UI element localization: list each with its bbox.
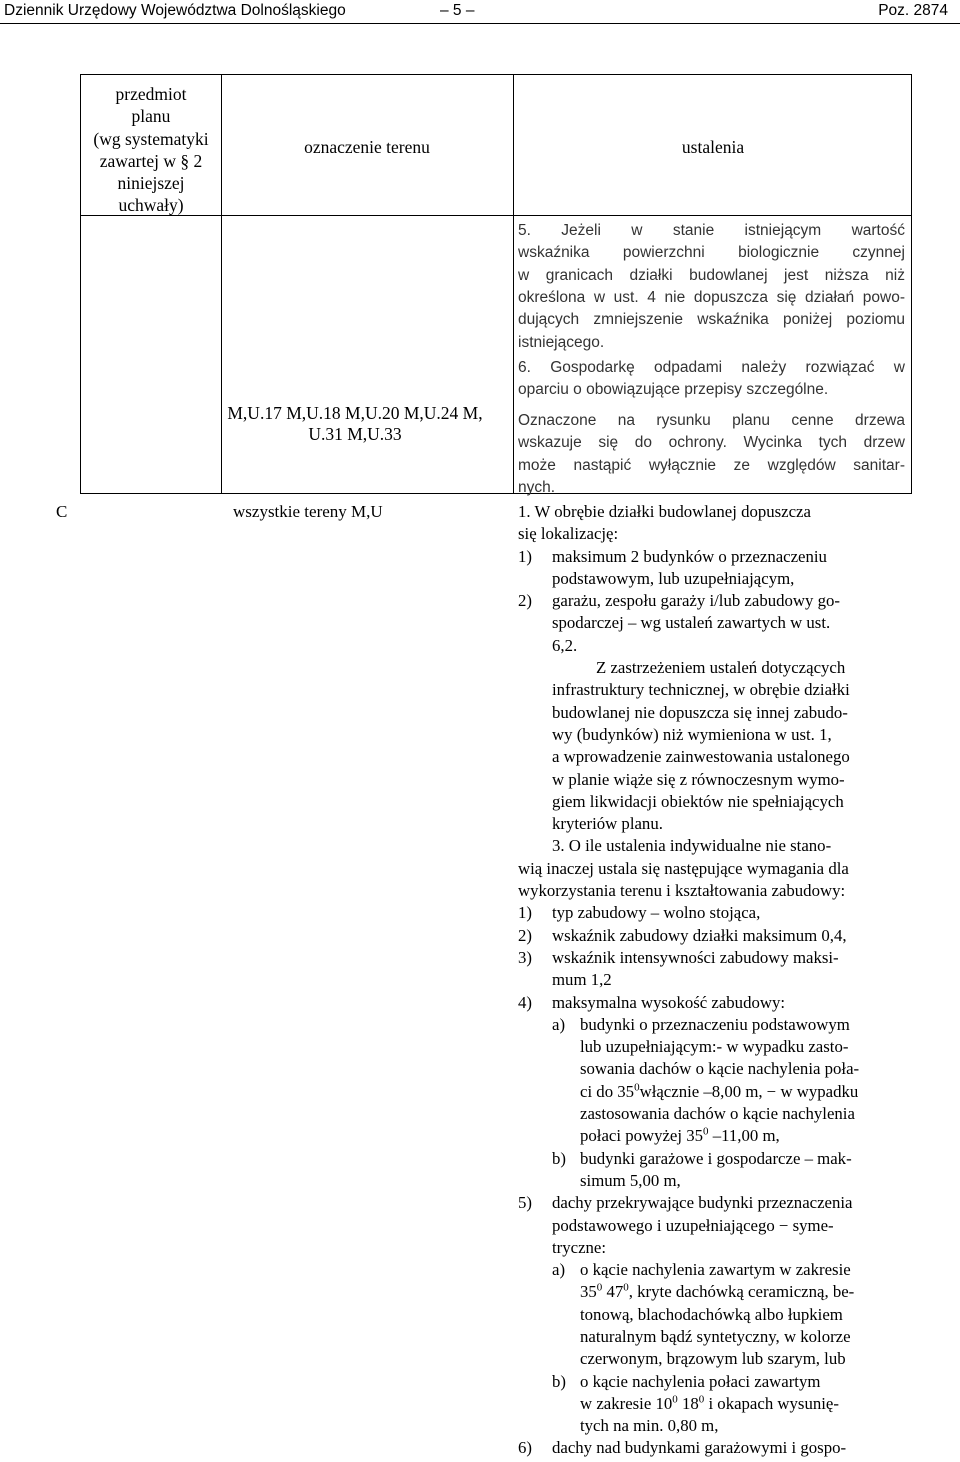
regulation-line: może nastąpić wyłącznie ze względów sanitar- (518, 456, 905, 474)
item-number: 1) (518, 546, 532, 566)
body-line-text: wskaźnik zabudowy działki maksimum 0,4, (552, 925, 847, 945)
regulation-line: dujących zmniejszenie wskaźnika poniżej poziomu (518, 311, 905, 329)
body-line-text: a wprowadzenie zainwestowania ustalonego (552, 747, 850, 767)
section-designation: wszystkie tereny M,U (233, 502, 383, 521)
body-line-text: dachy przekrywające budynki przeznaczenia (552, 1193, 853, 1213)
body-line-text: podstawowego i uzupełniającego − syme- (552, 1215, 834, 1235)
body-line-text: wskaźnik intensywności zabudowy maksi- (552, 947, 839, 967)
subitem-letter: b) (552, 1148, 566, 1168)
item-number: 2) (518, 925, 532, 945)
body-line-text: maksimum 2 budynków o przeznaczeniu (552, 546, 827, 566)
body-line-text: 6,2. (552, 635, 578, 655)
section-label: C (56, 502, 68, 521)
body-line (518, 1371, 908, 1393)
body-line-text: wią inaczej ustala się następujące wymagania dla (518, 858, 849, 878)
item-number: 5) (518, 1193, 532, 1213)
body-line-text: budynki o przeznaczeniu podstawowym (580, 1014, 850, 1034)
body-line (518, 925, 908, 947)
page-header (0, 0, 960, 24)
journal-title: Dziennik Urzędowy Województwa Dolnośląskiego (4, 2, 346, 19)
header-subject (81, 83, 221, 217)
body-line (518, 835, 908, 857)
body-line (518, 858, 908, 880)
body-line (518, 568, 908, 590)
body-line (518, 813, 908, 835)
body-line (518, 969, 908, 991)
body-line (518, 702, 908, 724)
body-line (518, 546, 908, 568)
body-line (518, 791, 908, 813)
body-line (518, 1393, 908, 1415)
body-line-text: 3. O ile ustalenia indywidualne nie stano- (552, 836, 832, 856)
header-subject-line: uchwały) (118, 195, 184, 216)
body-line-text: tonową, blachodachówką albo łupkiem (580, 1304, 843, 1324)
body-line-text: garażu, zespołu garaży i/lub zabudowy go- (552, 591, 840, 611)
body-line-text: wy (budynków) niż wymieniona w ust. 1, (552, 724, 832, 744)
subitem-letter: b) (552, 1371, 566, 1391)
regulation-line: 6. Gospodarkę odpadami należy rozwiązać w (518, 359, 905, 376)
regulation-line: 5. Jeżeli w stanie istniejącym wartość (518, 222, 905, 239)
body-line (518, 1415, 908, 1437)
body-line (518, 1014, 908, 1036)
body-line-text: czerwonym, brązowym lub szarym, lub (580, 1349, 846, 1369)
header-subject-line: (wg systematyki (93, 128, 209, 149)
body-line-text: mum 1,2 (552, 970, 612, 990)
body-line (518, 746, 908, 768)
item-number: 2) (518, 591, 532, 611)
regulation-line: nych. (518, 478, 556, 496)
body-line-text: spodarczej – wg ustaleń zawartych w ust. (552, 613, 831, 633)
regulation-line: określona w ust. 4 nie dopuszcza się działań powo- (518, 288, 905, 306)
header-rule (0, 23, 960, 24)
body-line-text: Z zastrzeżeniem ustaleń dotyczących (596, 658, 846, 678)
body-line-text: budynki garażowe i gospodarcze – mak- (580, 1148, 852, 1168)
header-regulations: ustalenia (681, 137, 745, 157)
subitem-letter: a) (552, 1260, 566, 1280)
body-line (518, 590, 908, 612)
body-line-text: lub uzupełniającym:- w wypadku zasto- (580, 1037, 849, 1057)
body-line (518, 679, 908, 701)
body-line-text: w zakresie $10^0$ $18^0$ i okapach wysunię- (580, 1393, 839, 1413)
body-line (518, 1326, 908, 1348)
body-line-text: $35^0$ $47^0$, kryte dachówką ceramiczną, be- (580, 1281, 855, 1302)
body-line (518, 1192, 908, 1214)
regulation-line: istniejącego. (518, 333, 605, 351)
item-number: 1) (518, 903, 532, 923)
body-line (518, 1304, 908, 1326)
body-line (518, 880, 908, 902)
body-line (518, 1125, 908, 1147)
body-line (518, 947, 908, 969)
position-number: Poz. 2874 (878, 2, 948, 19)
body-line (518, 1103, 908, 1125)
body-line (518, 1215, 908, 1237)
body-line (518, 1148, 908, 1170)
body-line-text: sowania dachów o kącie nachylenia poła- (580, 1059, 860, 1079)
body-line (518, 657, 908, 679)
body-line-text: budowlanej nie dopuszcza się innej zabudo- (552, 702, 848, 722)
body-line (518, 769, 908, 791)
designation-cell (204, 403, 506, 445)
body-line-text: tryczne: (552, 1237, 607, 1257)
body-line-text: kryteriów planu. (552, 814, 663, 834)
body-line (518, 1348, 908, 1370)
body-line-text: naturalnym bądź syntetyczny, w kolorze (580, 1326, 851, 1346)
body-line-text: typ zabudowy – wolno stojąca, (552, 903, 761, 923)
regulation-line: wskazuje się do ochrony. Wycinka tych drzew (518, 434, 905, 452)
header-designation: oznaczenie terenu (304, 137, 430, 157)
body-line-text: simum 5,00 m, (580, 1170, 681, 1190)
body-line-text: o kącie nachylenia połaci zawartym (580, 1371, 821, 1391)
body-line (518, 1170, 908, 1192)
subitem-letter: a) (552, 1014, 566, 1034)
section-c-regulations (518, 501, 908, 1460)
item-number: 6) (518, 1438, 532, 1458)
body-line-text: ci do $35^0włącznie$ –8,00 m, − w wypadku (580, 1081, 859, 1101)
body-line (518, 724, 908, 746)
body-line-text: w planie wiąże się z równoczesnym wymo- (552, 769, 845, 789)
body-line (518, 523, 908, 545)
body-line (518, 1036, 908, 1058)
body-line-text: 1. W obrębie działki budowlanej dopuszcza (518, 502, 811, 521)
regulation-line: Oznaczone na rysunku planu cenne drzewa (518, 412, 905, 429)
regulation-line: oparciu o obowiązujące przepisy szczególne. (518, 381, 829, 399)
header-subject-line: niniejszej (117, 173, 185, 194)
body-line (518, 1058, 908, 1080)
body-line-text: połaci powyżej $35^0$ –11,00 m, (580, 1125, 780, 1146)
body-line-text: wykorzystania terenu i kształtowania zabudowy: (518, 881, 846, 901)
body-line-text: zastosowania dachów o kącie nachylenia (580, 1104, 855, 1124)
body-line (518, 1081, 908, 1103)
body-line-text: giem likwidacji obiektów nie spełniających (552, 791, 844, 811)
body-line (518, 992, 908, 1014)
item-number: 3) (518, 947, 532, 967)
body-line (518, 1437, 908, 1459)
body-line (518, 612, 908, 634)
body-line (518, 902, 908, 924)
designation-line: U.31 M,U.33 (308, 424, 402, 444)
body-line-text: maksymalna wysokość zabudowy: (552, 992, 786, 1012)
item-number: 4) (518, 992, 532, 1012)
body-line (518, 1259, 908, 1281)
header-subject-line: przedmiot (115, 84, 187, 104)
body-line (518, 1237, 908, 1259)
body-line-text: dachy nad budynkami garażowymi i gospo- (552, 1438, 847, 1458)
body-line-text: tych na min. 0,80 m, (580, 1416, 719, 1436)
page-number: – 5 – (440, 2, 475, 19)
body-line-text: się lokalizację: (518, 524, 619, 544)
regulation-line: wskaźnika powierzchni biologicznie czynnej (518, 244, 905, 262)
body-line (518, 1281, 908, 1303)
designation-line: M,U.17 M,U.18 M,U.20 M,U.24 M, (227, 403, 483, 423)
body-line (518, 501, 908, 523)
body-line-text: podstawowym, lub uzupełniającym, (552, 568, 795, 588)
body-line (518, 635, 908, 657)
regulation-line: w granicach działki budowlanej jest niższa niż (518, 266, 905, 284)
body-line-text: infrastruktury technicznej, w obrębie działki (552, 680, 850, 700)
header-subject-line: zawartej w § 2 (99, 150, 203, 171)
header-subject-line: planu (131, 106, 171, 127)
body-line-text: o kącie nachylenia zawartym w zakresie (580, 1260, 851, 1280)
